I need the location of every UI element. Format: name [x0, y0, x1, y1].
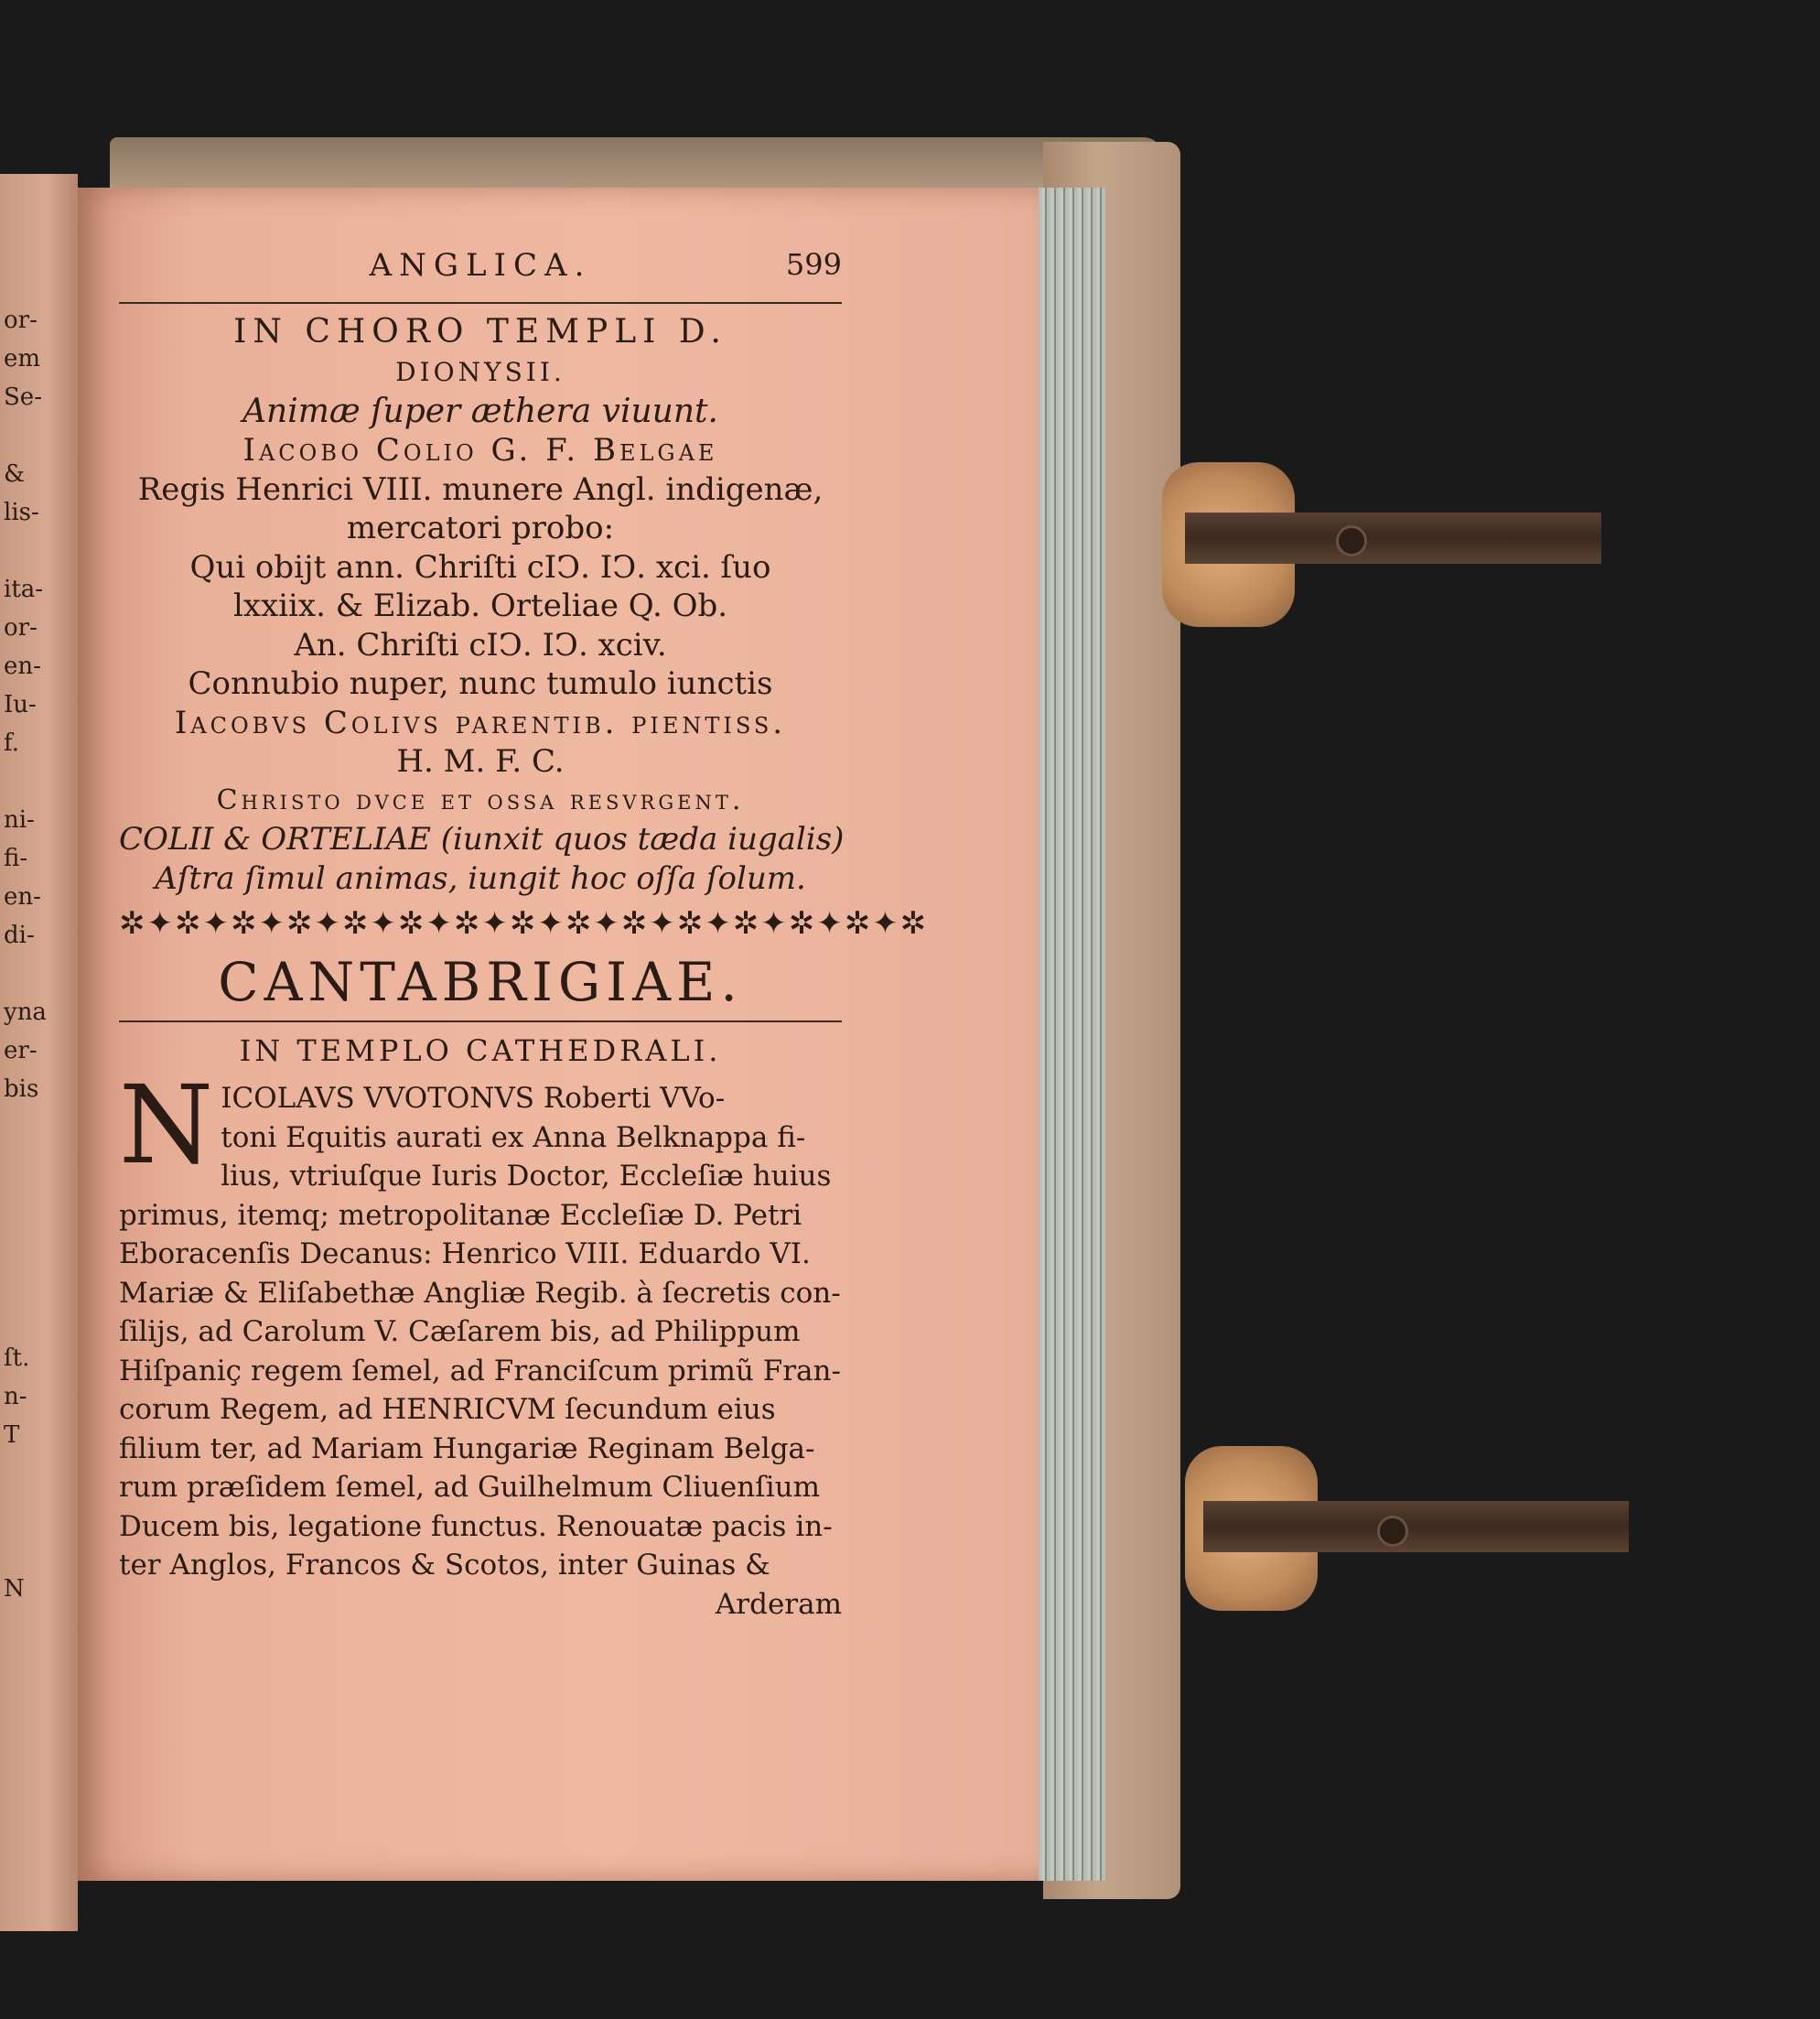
left-fragment — [4, 960, 77, 999]
catchword: Arderam — [715, 1587, 842, 1621]
lower-clasp-strap — [1203, 1501, 1629, 1552]
epitaph-heading: IN CHORO TEMPLI D. — [233, 313, 727, 351]
paragraph-line: lius, vtriuſque Iuris Doctor, Eccleſiæ huius — [221, 1160, 832, 1193]
upper-clasp-strap — [1185, 513, 1601, 564]
left-fragment — [4, 1306, 77, 1344]
epitaph-line: Regis Henrici VIII. munere Angl. indigenæ, — [137, 470, 824, 508]
paragraph-line: filium ter, ad Mariam Hungariæ Reginam Belga- — [119, 1431, 815, 1465]
left-fragment: or- — [4, 307, 38, 334]
left-fragment: & — [4, 460, 26, 488]
left-fragment — [4, 1268, 77, 1306]
left-fragment: fi- — [4, 845, 28, 872]
left-fragment: en- — [4, 653, 41, 680]
left-fragment — [4, 1114, 77, 1152]
left-fragment: em — [4, 345, 41, 372]
paragraph-line: rum præſidem ſemel, ad Guilhelmum Cliuenſium — [119, 1471, 820, 1504]
left-fragment: f. — [4, 729, 19, 757]
left-fragment: or- — [4, 614, 38, 642]
paragraph-line: Ducem bis, legatione functus. Renouatæ pacis in- — [119, 1509, 833, 1543]
epitaph-line: Qui obijt ann. Chriſti cIↃ. IↃ. xci. ſuo — [189, 548, 771, 586]
lower-clasp-rivet — [1377, 1516, 1408, 1547]
paragraph-line: ICOLAVS VVOTONVS Roberti VVo- — [221, 1082, 726, 1115]
left-fragment — [4, 1229, 77, 1268]
paragraph-line: corum Regem, ad HENRICVM ſecundum eius — [119, 1393, 776, 1426]
page-number: 599 — [785, 247, 842, 282]
left-fragment — [4, 1152, 77, 1191]
section-title: CANTABRIGIAE. — [218, 951, 743, 1013]
left-fragment: en- — [4, 883, 41, 911]
left-fragment — [4, 1460, 77, 1498]
epitaph-verse-1: COLII & ORTELIAE (iunxit quos tæda iugalis) — [119, 821, 845, 858]
left-fragment: n- — [4, 1383, 27, 1410]
epitaph-line: Connubio nuper, nunc tumulo iunctis — [188, 665, 773, 702]
left-fragment: ſt. — [4, 1344, 30, 1372]
upper-clasp-rivet — [1336, 525, 1367, 556]
epitaph-line: Iacobo Colio G. F. Belgae — [242, 432, 718, 469]
section-paragraph — [119, 1062, 842, 1585]
left-fragment: di- — [4, 922, 35, 949]
page-header — [119, 247, 842, 297]
paragraph-line: Eboracenſis Decanus: Henrico VIII. Eduardo VI. — [119, 1237, 811, 1270]
epitaph-line: Iacobvs Colivs parentib. pientiſſ. — [174, 704, 787, 741]
epitaph-line: lxxiix. & Elizab. Orteliae Q. Ob. — [232, 588, 728, 624]
epitaph-line: An. Chriſti cIↃ. IↃ. xciv. — [294, 626, 667, 664]
epitaph-motto: Animæ ſuper æthera viuunt. — [242, 392, 718, 430]
page-text — [119, 247, 929, 1624]
epitaph-verse-2: Aſtra ſimul animas, iungit hoc oſſa ſolum. — [155, 859, 806, 897]
left-fragment: bis — [4, 1075, 39, 1103]
epitaph-heading-2: DIONYSII. — [395, 357, 565, 387]
section-subtitle: IN TEMPLO CATHEDRALI. — [239, 1033, 722, 1068]
left-fragment: ita- — [4, 576, 44, 603]
paragraph-line: toni Equitis aurati ex Anna Belknappa fi- — [221, 1120, 806, 1154]
ornamental-band: ✲✦✲✦✲✦✲✦✲✦✲✦✲✦✲✦✲✦✲✦✲✦✲✦✲✦✲✦✲ — [119, 905, 929, 942]
left-fragment — [4, 537, 77, 576]
left-fragment: ni- — [4, 806, 35, 834]
epitaph-line: mercatori probo: — [346, 510, 615, 546]
left-fragment — [4, 768, 77, 806]
left-fragment — [4, 422, 77, 460]
paragraph-line: Hiſpaniç regem ſemel, ad Franciſcum primũ Fran- — [119, 1354, 841, 1387]
drop-cap: N — [119, 1062, 214, 1188]
paragraph-line: Mariæ & Eliſabethæ Angliæ Regib. à ſecretis con- — [119, 1276, 841, 1310]
left-fragment: N — [4, 1575, 25, 1603]
epitaph-line: Christo dvce et ossa resvrgent. — [216, 783, 745, 816]
left-fragment — [4, 1191, 77, 1229]
paragraph-line: ter Anglos, Francos & Scotos, inter Guinas & — [119, 1549, 770, 1582]
left-fragment: er- — [4, 1037, 38, 1064]
left-fragment: yna — [4, 999, 47, 1026]
left-fragment — [4, 1498, 77, 1537]
left-fragment: lis- — [4, 499, 39, 526]
epitaph-line: H. M. F. C. — [396, 743, 565, 780]
header-rule — [119, 302, 842, 304]
left-fragment: Se- — [4, 383, 42, 411]
left-fragment: T — [4, 1421, 20, 1449]
left-fragment: Iu- — [4, 691, 37, 718]
left-page-fragments — [4, 307, 77, 1614]
section-rule — [119, 1020, 842, 1022]
paragraph-line: ſilijs, ad Carolum V. Cæſarem bis, ad Philippum — [119, 1315, 801, 1348]
paragraph-line: primus, itemq; metropolitanæ Eccleſiæ D. Petri — [119, 1198, 802, 1232]
running-head: ANGLICA. — [369, 247, 592, 284]
left-fragment — [4, 1537, 77, 1575]
